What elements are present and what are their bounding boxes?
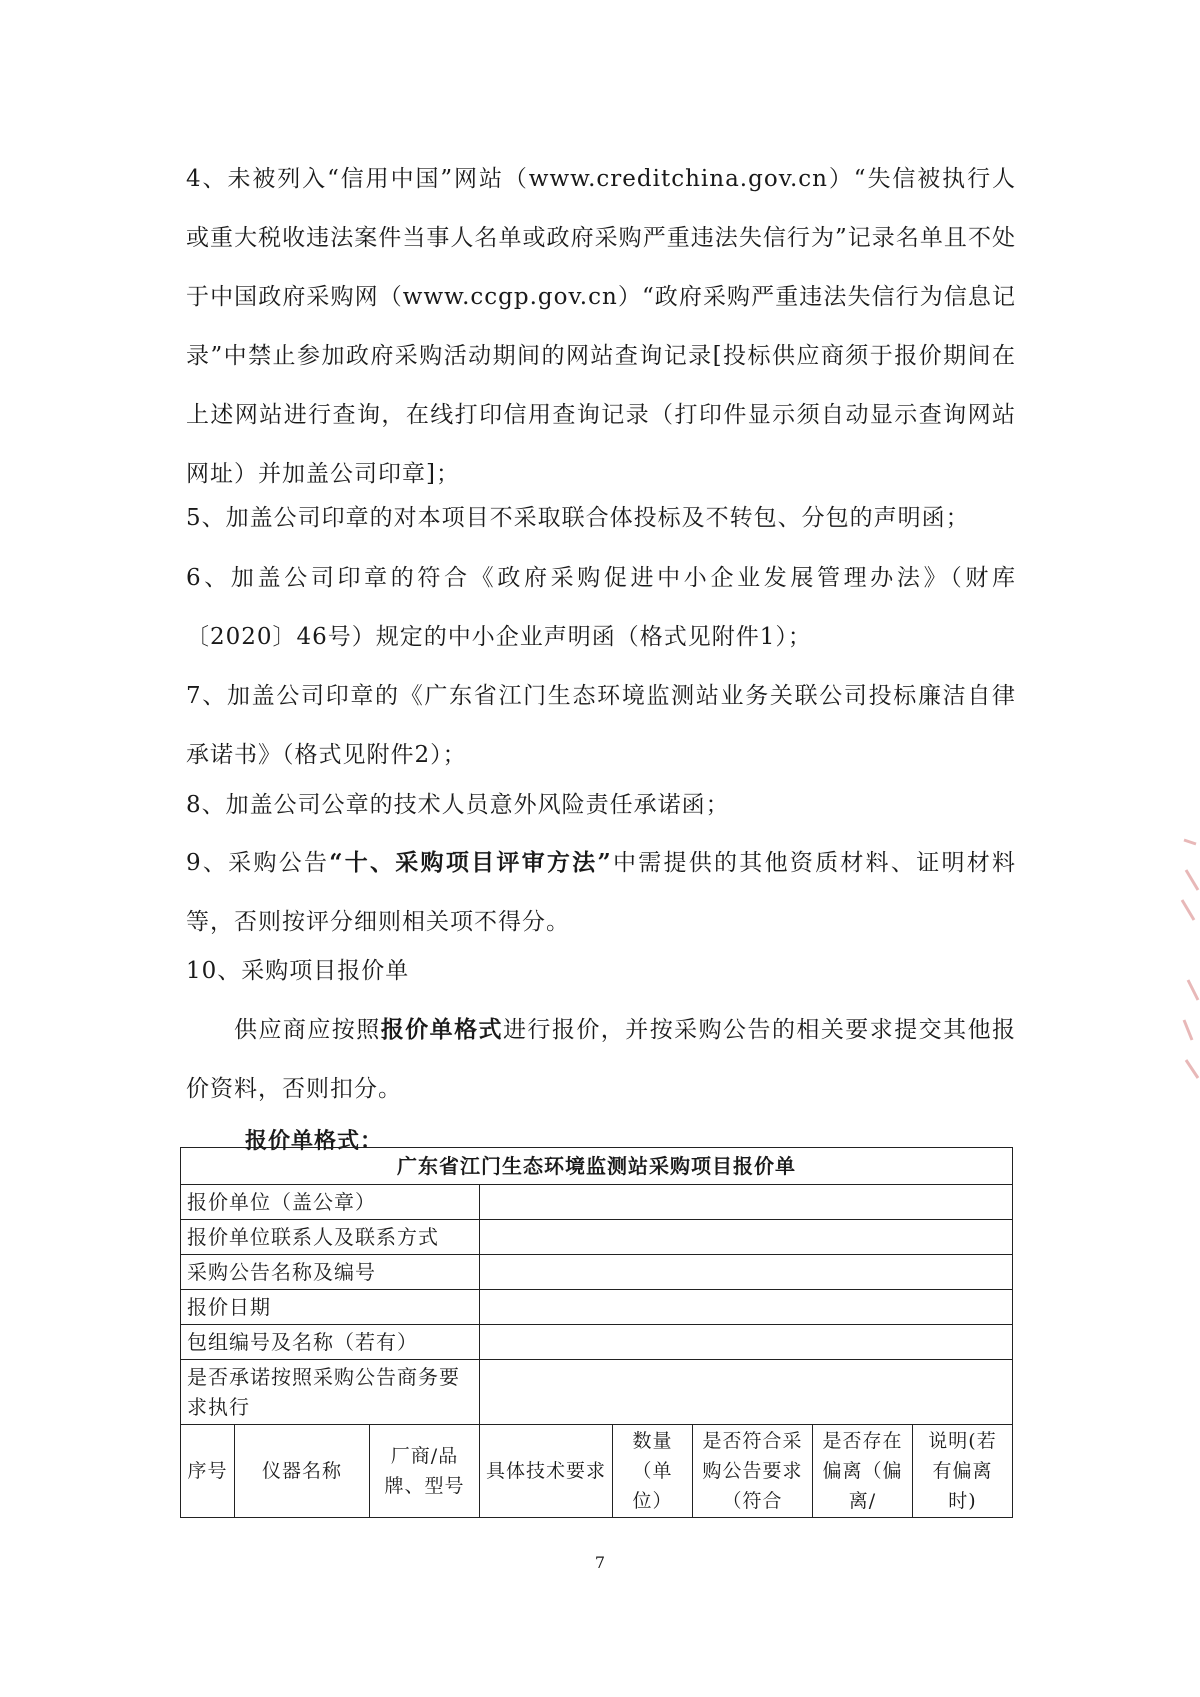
row-value-quote-date[interactable] bbox=[480, 1290, 1013, 1325]
column-header-compliance: 是否符合采购公告要求（符合 bbox=[693, 1425, 813, 1518]
seal-stamp-icon bbox=[1178, 830, 1200, 1090]
row-label-quoting-unit: 报价单位（盖公章） bbox=[181, 1185, 480, 1220]
table-header-row bbox=[181, 1425, 1013, 1518]
row-value-quoting-unit[interactable] bbox=[480, 1185, 1013, 1220]
seal-stamp-fragment bbox=[1178, 830, 1200, 1090]
row-value-notice-name[interactable] bbox=[480, 1255, 1013, 1290]
quote-instruction-paragraph bbox=[186, 1000, 1016, 1119]
item-7-paragraph: 7、加盖公司印章的《广东省江门生态环境监测站业务关联公司投标廉洁自律承诺书》（格式见附件2）； bbox=[186, 683, 1016, 768]
quote-table bbox=[180, 1147, 1013, 1518]
item-9-paragraph bbox=[186, 833, 1016, 952]
item-4-paragraph: 4、未被列入“信用中国”网站（www.creditchina.gov.cn）“失信被执行人或重大税收违法案件当事人名单或政府采购严重违法失信行为”记录名单且不处于中国政府采购网（www.ccgp.gov.cn）“政府采购严重违法失信行为信息记录”中禁止参加政府采购活动期间的网站查询记录[投标供应商须于报价期间在上述网站进行查询，在线打印信用查询记录（打印件显示须自动显示查询网站网址）并加盖公司印章]； bbox=[186, 166, 1016, 487]
table-row bbox=[181, 1185, 1013, 1220]
table-row bbox=[181, 1325, 1013, 1360]
row-label-quote-date: 报价日期 bbox=[181, 1290, 480, 1325]
quote-instruction-suffix: 进行报价，并按采购公告的相关要求提交其他报价资料，否则扣分。 bbox=[186, 1017, 1017, 1102]
column-header-tech-req: 具体技术要求 bbox=[480, 1425, 613, 1518]
row-value-commitment[interactable] bbox=[480, 1360, 1013, 1425]
column-header-index: 序号 bbox=[181, 1425, 235, 1518]
page-number: 7 bbox=[594, 1553, 606, 1572]
item-10-paragraph: 10、采购项目报价单 bbox=[186, 958, 410, 984]
table-row bbox=[181, 1255, 1013, 1290]
column-header-quantity: 数量（单位） bbox=[613, 1425, 693, 1518]
item-9-suffix: 中需提供的其他资质材料、证明材料等，否则按评分细则相关项不得分。 bbox=[186, 850, 1016, 935]
quote-format-bold: 报价单格式 bbox=[380, 1016, 503, 1043]
column-header-brand-model: 厂商/品牌、型号 bbox=[370, 1425, 480, 1518]
quote-form-heading: 报价单格式： bbox=[245, 1128, 384, 1154]
item-6-paragraph: 6、加盖公司印章的符合《政府采购促进中小企业发展管理办法》（财库〔2020〕46号）规定的中小企业声明函（格式见附件1）； bbox=[186, 565, 1016, 650]
row-label-package: 包组编号及名称（若有） bbox=[181, 1325, 480, 1360]
column-header-notes: 说明(若有偏离时) bbox=[913, 1425, 1013, 1518]
item-9-prefix: 9、采购公告 bbox=[186, 850, 330, 876]
column-header-deviation: 是否存在偏离（偏离/ bbox=[813, 1425, 913, 1518]
item-9-bold-section: “十、采购项目评审方法” bbox=[329, 849, 612, 876]
table-row bbox=[181, 1360, 1013, 1425]
item-8-paragraph: 8、加盖公司公章的技术人员意外风险责任承诺函； bbox=[186, 792, 730, 818]
table-row bbox=[181, 1290, 1013, 1325]
row-label-commitment: 是否承诺按照采购公告商务要求执行 bbox=[181, 1360, 480, 1425]
row-label-notice-name: 采购公告名称及编号 bbox=[181, 1255, 480, 1290]
row-value-package[interactable] bbox=[480, 1325, 1013, 1360]
item-5-paragraph: 5、加盖公司印章的对本项目不采取联合体投标及不转包、分包的声明函； bbox=[186, 505, 970, 531]
quote-table-title: 广东省江门生态环境监测站采购项目报价单 bbox=[181, 1148, 1013, 1185]
column-header-instrument: 仪器名称 bbox=[235, 1425, 370, 1518]
quote-instruction-prefix: 供应商应按照 bbox=[234, 1017, 381, 1043]
table-row bbox=[181, 1220, 1013, 1255]
row-value-contact[interactable] bbox=[480, 1220, 1013, 1255]
row-label-contact: 报价单位联系人及联系方式 bbox=[181, 1220, 480, 1255]
